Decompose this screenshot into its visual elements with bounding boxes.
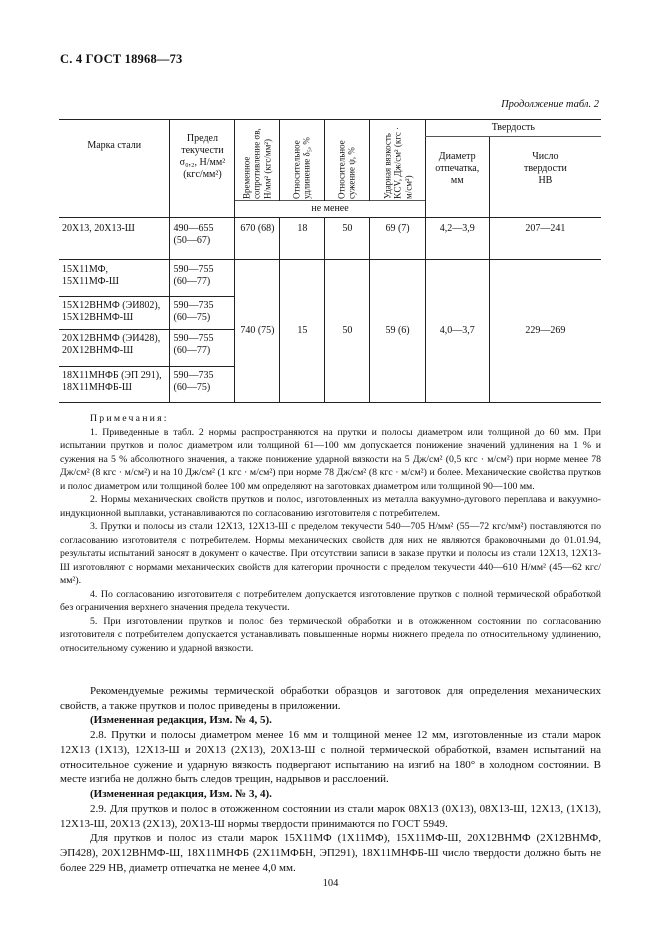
table-row: 18Х11МНФБ (ЭП 291), 18Х11МНФБ-Ш 590—735 (60—75) (59, 367, 601, 403)
group-elongation: 15 (280, 260, 325, 403)
header-elongation: Относительное удлинение δ₅, % (280, 120, 325, 201)
header-reduction: Относительное сужение ψ, % (325, 120, 370, 201)
paragraph: 2.9. Для прутков и полос в отожженном состоянии из стали марок 08Х13 (0Х13), 08Х13-Ш, 12Х13, (1Х13), 12Х13-Ш, 20Х13 (2Х13), 20Х13-Ш нормы твердости принимаются по ГОСТ 5949. (60, 802, 601, 830)
page-header: С. 4 ГОСТ 18968—73 (60, 52, 183, 66)
header-yield: Предел текучести σ₀,₂, Н/мм² (кгс/мм²) (170, 120, 235, 218)
header-hardness: Твердость (425, 120, 601, 137)
paragraph: Для прутков и полос из стали марок 15Х11МФ (1Х11МФ), 15Х11МФ-Ш, 20Х12ВНМФ (2Х12ВНМФ, ЭП428), 20Х12ВНМФ-Ш, 18Х11МНФБ (2Х11МФБН, ЭП291), 18Х11МНФБ-Ш число твердости должно быть не более 229 НВ, диаметр отпечатка не менее 4,0 мм. (60, 832, 601, 874)
note-3: 3. Прутки и полосы из стали 12Х13, 12Х13-Ш с пределом текучести 540—705 Н/мм² (55—72 кгс/мм²) поставляются по согласованию изготовителя с потребителем. Нормы механических свойств для них не являются браковочными до 01.01.94, результаты испытаний заносят в документ о качестве. При отсутствии записи в заказе прутки и полосы из стали 12Х13, 12Х13-Ш изготовляют с нормами механических свойств для категории прочности с пределом текучести 440—610 Н/мм² (45—62 кгс/мм²). (60, 521, 601, 587)
group-impact: 59 (6) (370, 260, 425, 403)
paragraph: 2.8. Прутки и полосы диаметром менее 16 мм и толщиной менее 12 мм, изготовленные из стали марок 12Х13 (1Х13), 12Х13-Ш и 20Х13 (2Х13), 20Х13-Ш с полной термической обработкой, взамен испытаний на относительное сужение и ударную вязкость подвергают испытанию на изгиб на 180° в холодном состоянии. В месте изгиба не должно быть следов трещин, надрывов и расслоений. (60, 729, 601, 786)
group-hb: 229—269 (489, 260, 601, 403)
header-tensile: Временное сопротивление σв, Н/мм² (кгс/мм²) (235, 120, 280, 201)
note-5: 5. При изготовлении прутков и полос без термической обработки и в отожженном состоянии по согласованию изготовителя с потребителем допускается устанавливать повышенные нормы нижнего предела по относительному удлинению, относительному сужению и ударной вязкости. (60, 615, 601, 654)
table-row: 20Х13, 20Х13-Ш 490—655 (50—67) 670 (68) 18 50 69 (7) 4,2—3,9 207—241 (59, 218, 601, 260)
table-row: 20Х12ВНМФ (ЭИ428), 20Х12ВНМФ-Ш 590—755 (60—77) (59, 330, 601, 367)
header-grade: Марка стали (59, 120, 170, 218)
table-row: 15Х12ВНМФ (ЭИ802), 15Х12ВНМФ-Ш 590—735 (60—75) (59, 297, 601, 330)
table-row: 15Х11МФ, 15Х11МФ-Ш 590—755 (60—77) 740 (75) 15 50 59 (6) 4,0—3,7 229—269 (59, 260, 601, 297)
header-impact: Ударная вязкость KCV, Дж/см² (кгс · м/см²) (370, 120, 425, 201)
mechanical-properties-table (59, 119, 601, 403)
header-hb: Число твердости НВ (489, 137, 601, 218)
page-number: 104 (322, 878, 339, 889)
note-1: 1. Приведенные в табл. 2 нормы распространяются на прутки и полосы диаметром или толщиной до 60 мм. При испытании прутков и полос диаметром или толщиной 61—100 мм допускается понижение значений удлинения на 1 % и сужения на 5 % абсолютного значения, а также понижение ударной вязкости на 5 Дж/см² (0,5 кгс · м/см²) при норме менее 78 Дж/см² (8 кгс · м/см²) и на 10 Дж/см² (1 кгс · м/см²) при норме 78 Дж/см² (8 кгс · м/см²) и более. Механические свойства прутков и полос диаметром или толщиной более 100 мм определяют на заготовках диаметром или толщиной 90—100 мм. (60, 426, 601, 492)
note-2: 2. Нормы механических свойств прутков и полос, изготовленных из металла вакуумно-дугового переплава и вакуумно-индукционной выплавки, устанавливаются по согласованию изготовителя с потребителем. (60, 494, 601, 519)
notes-title: Примечания: (90, 413, 169, 424)
body-text (60, 684, 601, 876)
amendment-note: (Измененная редакция, Изм. № 3, 4). (90, 788, 272, 801)
amendment-note: (Измененная редакция, Изм. № 4, 5). (90, 714, 272, 727)
group-diameter: 4,0—3,7 (425, 260, 489, 403)
group-reduction: 50 (325, 260, 370, 403)
header-diameter: Диаметр отпечатка, мм (425, 137, 489, 218)
paragraph: Рекомендуемые режимы термической обработки образцов и заготовок для определения механических свойств, а также прутков и полос приведены в приложении. (60, 685, 601, 712)
note-4: 4. По согласованию изготовителя с потребителем допускается изготовление прутков с полной термической обработкой без ограничения верхнего значения предела текучести. (60, 588, 601, 614)
table-notes (60, 412, 601, 655)
group-tensile: 740 (75) (235, 260, 280, 403)
table-continuation-label: Продолжение табл. 2 (501, 99, 599, 110)
header-min-note: не менее (235, 201, 425, 218)
